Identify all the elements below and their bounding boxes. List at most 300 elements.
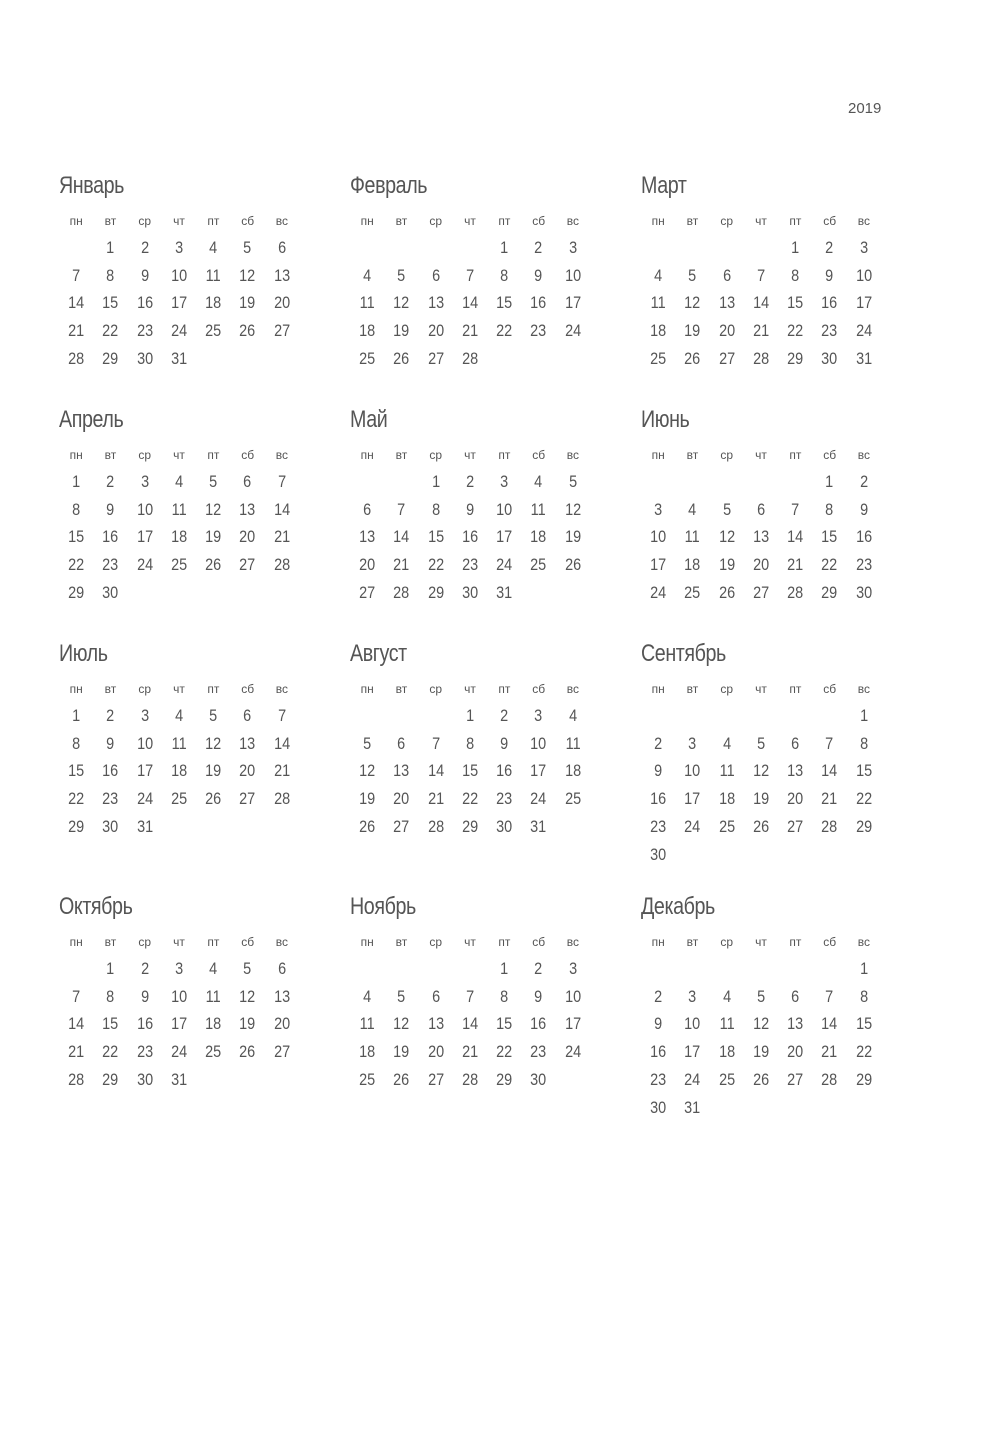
week-row bbox=[641, 555, 881, 575]
weekday-label: вт bbox=[395, 935, 408, 949]
day-cell: 27 bbox=[239, 555, 256, 575]
weekday-label: чт bbox=[464, 214, 476, 228]
day-cell: 24 bbox=[136, 555, 153, 575]
day-cell: 29 bbox=[855, 816, 872, 836]
day-cell: 21 bbox=[68, 321, 85, 341]
day-cell: 26 bbox=[684, 348, 701, 368]
day-cell: 6 bbox=[431, 986, 440, 1006]
day-cell: 14 bbox=[273, 499, 290, 519]
day-cell bbox=[815, 959, 844, 979]
day-cell: 22 bbox=[787, 321, 804, 341]
day-cell: 4 bbox=[363, 986, 372, 1006]
day-cell bbox=[164, 583, 193, 603]
weekday-label: ср bbox=[429, 935, 443, 949]
weekday-label: вс bbox=[857, 682, 871, 696]
weekday-label: сб bbox=[532, 214, 546, 228]
day-cell: 5 bbox=[568, 472, 577, 491]
day-cell: 19 bbox=[684, 321, 701, 341]
day-cell: 19 bbox=[393, 321, 410, 341]
day-cell: 31 bbox=[496, 582, 513, 602]
week-row bbox=[59, 321, 299, 341]
day-cell: 21 bbox=[461, 321, 479, 341]
week-row bbox=[350, 266, 590, 286]
day-cell: 25 bbox=[650, 348, 667, 368]
day-cell: 27 bbox=[427, 1069, 444, 1089]
day-cell: 16 bbox=[650, 789, 667, 809]
day-cell bbox=[644, 472, 673, 492]
day-cell: 5 bbox=[722, 499, 731, 519]
day-cell: 17 bbox=[170, 293, 188, 313]
day-cell: 28 bbox=[461, 1069, 479, 1089]
day-cell: 2 bbox=[534, 959, 543, 978]
day-cell: 4 bbox=[568, 706, 577, 725]
day-cell: 30 bbox=[650, 1097, 667, 1117]
day-cell bbox=[524, 349, 553, 369]
weekday-label: ср bbox=[429, 214, 443, 228]
day-cell: 18 bbox=[359, 321, 376, 341]
day-cell bbox=[644, 238, 673, 258]
month-name: Ноябрь bbox=[350, 893, 416, 920]
day-cell: 24 bbox=[564, 321, 581, 341]
weekday-header bbox=[350, 448, 590, 462]
week-row bbox=[350, 706, 590, 726]
day-cell: 6 bbox=[277, 959, 286, 978]
day-cell: 9 bbox=[500, 733, 509, 753]
day-cell: 27 bbox=[718, 348, 735, 368]
day-cell: 28 bbox=[393, 582, 410, 602]
day-cell: 2 bbox=[466, 472, 475, 491]
weekday-header bbox=[641, 935, 881, 949]
weekday-label: пн bbox=[69, 448, 83, 462]
weekday-label: ср bbox=[138, 682, 152, 696]
day-cell: 3 bbox=[688, 986, 697, 1006]
day-cell: 21 bbox=[821, 789, 838, 809]
week-row bbox=[350, 1070, 590, 1090]
day-cell: 4 bbox=[534, 472, 543, 491]
weekday-label: ср bbox=[720, 448, 734, 462]
day-cell: 26 bbox=[205, 789, 222, 809]
day-cell: 2 bbox=[534, 238, 543, 257]
day-cell: 29 bbox=[461, 816, 479, 836]
day-cell: 20 bbox=[787, 1042, 804, 1062]
day-cell: 31 bbox=[684, 1097, 701, 1117]
day-cell: 5 bbox=[397, 986, 406, 1006]
month-name: Июнь bbox=[641, 406, 690, 433]
day-cell: 19 bbox=[205, 527, 222, 547]
week-row bbox=[59, 266, 299, 286]
day-cell: 3 bbox=[568, 959, 577, 978]
day-cell bbox=[712, 1098, 741, 1118]
week-row bbox=[641, 293, 881, 313]
day-cell bbox=[781, 959, 810, 979]
day-cell: 23 bbox=[136, 321, 153, 341]
week-row bbox=[641, 761, 881, 781]
day-cell: 1 bbox=[466, 706, 475, 725]
day-cell: 28 bbox=[752, 348, 770, 368]
day-cell: 7 bbox=[277, 706, 286, 725]
day-cell: 5 bbox=[757, 986, 766, 1006]
week-row bbox=[350, 527, 590, 547]
day-cell bbox=[644, 706, 673, 726]
day-cell bbox=[421, 238, 450, 258]
day-cell: 5 bbox=[209, 706, 218, 725]
day-cell: 29 bbox=[68, 816, 85, 836]
day-cell: 19 bbox=[239, 1014, 256, 1034]
day-cell: 28 bbox=[273, 555, 290, 575]
day-cell: 29 bbox=[68, 582, 85, 602]
day-cell: 27 bbox=[427, 348, 444, 368]
weekday-label: сб bbox=[241, 448, 255, 462]
month-name: Март bbox=[641, 172, 687, 199]
day-cell: 10 bbox=[684, 761, 701, 781]
day-cell: 29 bbox=[855, 1069, 872, 1089]
weekday-label: ср bbox=[720, 214, 734, 228]
day-cell: 23 bbox=[650, 1069, 667, 1089]
day-cell: 21 bbox=[461, 1042, 479, 1062]
day-cell: 18 bbox=[170, 761, 188, 781]
weekday-label: чт bbox=[755, 214, 767, 228]
day-cell: 5 bbox=[209, 472, 218, 491]
day-cell: 15 bbox=[102, 293, 119, 313]
day-cell bbox=[353, 959, 382, 979]
week-row bbox=[350, 789, 590, 809]
day-cell: 30 bbox=[855, 582, 872, 602]
day-cell: 16 bbox=[821, 293, 838, 313]
day-cell: 26 bbox=[393, 1069, 410, 1089]
day-cell: 12 bbox=[684, 293, 701, 313]
weekday-label: ср bbox=[720, 682, 734, 696]
day-cell: 12 bbox=[205, 733, 222, 753]
day-cell: 22 bbox=[496, 321, 513, 341]
day-cell bbox=[130, 583, 159, 603]
day-cell: 6 bbox=[363, 499, 372, 519]
weekday-label: чт bbox=[464, 935, 476, 949]
week-row bbox=[641, 349, 881, 369]
day-cell: 6 bbox=[431, 265, 440, 285]
day-cell: 8 bbox=[500, 265, 509, 285]
day-cell: 11 bbox=[650, 293, 666, 313]
month-name: Апрель bbox=[59, 406, 124, 433]
day-cell: 12 bbox=[393, 1014, 410, 1034]
weekday-label: сб bbox=[823, 935, 837, 949]
day-cell: 25 bbox=[530, 555, 547, 575]
day-cell: 2 bbox=[140, 238, 149, 257]
day-cell: 30 bbox=[136, 348, 153, 368]
day-cell: 3 bbox=[688, 733, 697, 753]
day-cell: 5 bbox=[243, 238, 252, 257]
week-row bbox=[350, 472, 590, 492]
week-row bbox=[350, 293, 590, 313]
day-cell: 26 bbox=[239, 321, 256, 341]
day-cell: 5 bbox=[243, 959, 252, 978]
week-row bbox=[59, 583, 299, 603]
day-cell: 22 bbox=[821, 555, 838, 575]
day-cell: 6 bbox=[397, 733, 406, 753]
weekday-label: вт bbox=[395, 682, 408, 696]
day-cell: 23 bbox=[461, 555, 479, 575]
weekday-label: пт bbox=[498, 682, 511, 696]
day-cell bbox=[849, 845, 878, 865]
day-cell bbox=[746, 472, 775, 492]
day-cell bbox=[781, 1098, 810, 1118]
day-cell: 11 bbox=[684, 527, 700, 547]
week-row bbox=[59, 527, 299, 547]
day-cell: 1 bbox=[106, 238, 115, 257]
day-cell: 8 bbox=[791, 265, 800, 285]
day-cell: 13 bbox=[273, 265, 290, 285]
day-cell: 10 bbox=[564, 265, 581, 285]
day-cell: 17 bbox=[650, 555, 667, 575]
day-cell: 13 bbox=[427, 1014, 444, 1034]
day-cell: 15 bbox=[427, 527, 444, 547]
day-cell: 9 bbox=[106, 499, 115, 519]
week-row bbox=[641, 789, 881, 809]
day-cell: 22 bbox=[102, 321, 119, 341]
day-cell: 21 bbox=[273, 527, 290, 547]
week-row bbox=[350, 583, 590, 603]
day-cell bbox=[746, 845, 775, 865]
weekday-label: чт bbox=[173, 935, 185, 949]
day-cell bbox=[712, 959, 741, 979]
day-cell: 28 bbox=[427, 816, 444, 836]
day-cell: 1 bbox=[500, 238, 509, 257]
day-cell: 5 bbox=[397, 265, 406, 285]
day-cell: 7 bbox=[825, 733, 834, 753]
day-cell: 8 bbox=[466, 733, 475, 753]
weekday-label: чт bbox=[755, 935, 767, 949]
day-cell: 11 bbox=[205, 265, 221, 285]
day-cell: 23 bbox=[530, 1042, 547, 1062]
day-cell: 22 bbox=[496, 1042, 513, 1062]
day-cell bbox=[233, 817, 262, 837]
day-cell: 26 bbox=[359, 816, 376, 836]
weekday-label: сб bbox=[823, 448, 837, 462]
day-cell: 16 bbox=[855, 527, 872, 547]
day-cell: 7 bbox=[72, 986, 81, 1006]
day-cell: 22 bbox=[855, 789, 872, 809]
day-cell: 29 bbox=[102, 348, 119, 368]
weekday-label: пт bbox=[789, 448, 802, 462]
week-row bbox=[641, 959, 881, 979]
week-row bbox=[59, 472, 299, 492]
day-cell: 18 bbox=[530, 527, 547, 547]
day-cell: 23 bbox=[530, 321, 547, 341]
day-cell: 27 bbox=[273, 1042, 290, 1062]
day-cell bbox=[199, 583, 228, 603]
week-row bbox=[641, 734, 881, 754]
week-row bbox=[59, 959, 299, 979]
day-cell: 24 bbox=[530, 789, 547, 809]
day-cell: 21 bbox=[787, 555, 804, 575]
day-cell: 14 bbox=[787, 527, 804, 547]
day-cell: 14 bbox=[461, 1014, 479, 1034]
day-cell bbox=[678, 472, 707, 492]
day-cell: 3 bbox=[175, 238, 184, 257]
weekday-label: вт bbox=[686, 682, 699, 696]
day-cell bbox=[387, 959, 416, 979]
weekday-label: чт bbox=[173, 448, 185, 462]
weekday-label: пт bbox=[498, 448, 511, 462]
day-cell bbox=[490, 349, 519, 369]
day-cell: 11 bbox=[565, 733, 581, 753]
month-name: Июль bbox=[59, 640, 108, 667]
day-cell bbox=[558, 349, 587, 369]
day-cell: 30 bbox=[461, 582, 479, 602]
day-cell: 7 bbox=[791, 499, 800, 519]
day-cell: 16 bbox=[136, 293, 153, 313]
weekday-label: вс bbox=[566, 935, 580, 949]
week-row bbox=[350, 817, 590, 837]
week-row bbox=[641, 987, 881, 1007]
day-cell: 28 bbox=[821, 1069, 838, 1089]
day-cell: 17 bbox=[855, 293, 872, 313]
weekday-label: вс bbox=[857, 935, 871, 949]
week-row bbox=[59, 1070, 299, 1090]
day-cell: 18 bbox=[718, 1042, 735, 1062]
week-row bbox=[59, 349, 299, 369]
day-cell: 10 bbox=[530, 733, 547, 753]
day-cell: 8 bbox=[431, 499, 440, 519]
day-cell: 9 bbox=[466, 499, 475, 519]
day-cell bbox=[353, 238, 382, 258]
day-cell bbox=[267, 1070, 296, 1090]
week-row bbox=[641, 1070, 881, 1090]
day-cell: 29 bbox=[427, 582, 444, 602]
day-cell: 4 bbox=[175, 472, 184, 491]
day-cell: 20 bbox=[359, 555, 376, 575]
day-cell: 9 bbox=[140, 265, 149, 285]
day-cell: 1 bbox=[791, 238, 800, 257]
day-cell: 3 bbox=[500, 472, 509, 491]
day-cell: 25 bbox=[170, 789, 188, 809]
day-cell: 25 bbox=[718, 1069, 735, 1089]
weekday-label: пн bbox=[651, 448, 665, 462]
weekday-label: вт bbox=[104, 935, 117, 949]
weekday-label: пт bbox=[207, 448, 220, 462]
day-cell: 24 bbox=[496, 555, 513, 575]
day-cell: 8 bbox=[72, 499, 81, 519]
day-cell: 7 bbox=[397, 499, 406, 519]
day-cell: 31 bbox=[170, 1069, 188, 1089]
day-cell: 26 bbox=[752, 816, 770, 836]
day-cell bbox=[455, 238, 484, 258]
day-cell: 15 bbox=[855, 1014, 872, 1034]
day-cell: 13 bbox=[752, 527, 770, 547]
weekday-label: вт bbox=[395, 214, 408, 228]
day-cell: 22 bbox=[855, 1042, 872, 1062]
day-cell: 6 bbox=[791, 733, 800, 753]
day-cell: 27 bbox=[787, 1069, 804, 1089]
day-cell: 19 bbox=[564, 527, 581, 547]
day-cell: 14 bbox=[68, 293, 85, 313]
day-cell: 22 bbox=[68, 555, 85, 575]
weekday-header bbox=[350, 935, 590, 949]
weekday-label: вс bbox=[275, 448, 289, 462]
week-row bbox=[350, 1014, 590, 1034]
day-cell bbox=[781, 472, 810, 492]
month-name: Май bbox=[350, 406, 388, 433]
weekday-label: ср bbox=[429, 682, 443, 696]
day-cell: 16 bbox=[530, 293, 547, 313]
day-cell: 24 bbox=[855, 321, 872, 341]
day-cell: 21 bbox=[821, 1042, 838, 1062]
day-cell bbox=[678, 706, 707, 726]
day-cell: 25 bbox=[359, 1069, 376, 1089]
weekday-header bbox=[641, 214, 881, 228]
day-cell: 20 bbox=[273, 293, 290, 313]
weekday-label: вс bbox=[857, 448, 871, 462]
day-cell: 27 bbox=[359, 582, 376, 602]
day-cell bbox=[524, 583, 553, 603]
day-cell bbox=[815, 1098, 844, 1118]
week-row bbox=[59, 987, 299, 1007]
day-cell: 21 bbox=[273, 761, 290, 781]
day-cell: 10 bbox=[136, 733, 153, 753]
day-cell: 2 bbox=[654, 733, 663, 753]
day-cell: 18 bbox=[684, 555, 701, 575]
day-cell: 16 bbox=[461, 527, 479, 547]
day-cell: 25 bbox=[205, 1042, 222, 1062]
day-cell bbox=[267, 817, 296, 837]
day-cell: 17 bbox=[564, 1014, 581, 1034]
weekday-label: пт bbox=[789, 935, 802, 949]
weekday-label: пн bbox=[651, 935, 665, 949]
weekday-label: пн bbox=[360, 682, 374, 696]
day-cell: 21 bbox=[752, 321, 770, 341]
day-cell: 1 bbox=[825, 472, 834, 491]
day-cell: 9 bbox=[534, 986, 543, 1006]
week-row bbox=[350, 238, 590, 258]
day-cell bbox=[267, 583, 296, 603]
weekday-label: ср bbox=[720, 935, 734, 949]
week-row bbox=[350, 987, 590, 1007]
day-cell: 26 bbox=[205, 555, 222, 575]
day-cell: 7 bbox=[825, 986, 834, 1006]
weekday-label: пн bbox=[360, 935, 374, 949]
day-cell: 13 bbox=[787, 761, 804, 781]
day-cell: 23 bbox=[855, 555, 872, 575]
day-cell: 12 bbox=[239, 265, 256, 285]
day-cell bbox=[62, 959, 91, 979]
weekday-label: вт bbox=[686, 935, 699, 949]
day-cell: 8 bbox=[72, 733, 81, 753]
weekday-label: чт bbox=[464, 682, 476, 696]
week-row bbox=[641, 500, 881, 520]
day-cell: 26 bbox=[564, 555, 581, 575]
week-row bbox=[641, 583, 881, 603]
day-cell: 4 bbox=[175, 706, 184, 725]
day-cell: 19 bbox=[239, 293, 256, 313]
day-cell bbox=[712, 238, 741, 258]
week-row bbox=[350, 734, 590, 754]
day-cell: 20 bbox=[273, 1014, 290, 1034]
week-row bbox=[59, 555, 299, 575]
day-cell: 4 bbox=[722, 733, 731, 753]
week-row bbox=[641, 1042, 881, 1062]
day-cell bbox=[644, 959, 673, 979]
weekday-label: вт bbox=[395, 448, 408, 462]
weekday-label: чт bbox=[173, 214, 185, 228]
week-row bbox=[641, 817, 881, 837]
day-cell: 30 bbox=[496, 816, 513, 836]
day-cell bbox=[712, 706, 741, 726]
day-cell: 10 bbox=[170, 986, 188, 1006]
day-cell: 9 bbox=[106, 733, 115, 753]
day-cell: 7 bbox=[466, 265, 475, 285]
day-cell: 15 bbox=[68, 761, 85, 781]
weekday-label: пн bbox=[651, 214, 665, 228]
weekday-header bbox=[350, 214, 590, 228]
